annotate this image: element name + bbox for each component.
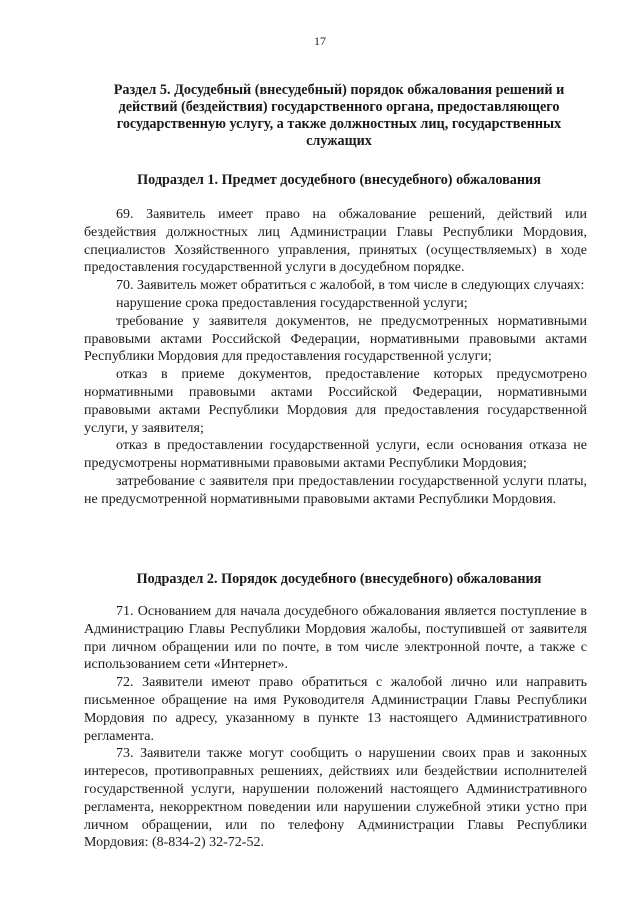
case-item-fee: затребование с заявителя при предоставлении государственной услуги платы, не предусмотренной нормативными правовыми актами Республики Мордовия. — [84, 473, 587, 507]
case-item-extra-documents: требование у заявителя документов, не предусмотренных нормативными правовыми актами Российской Федерации, нормативными правовыми актами Республики Мордовия для предоставления государственной услуги; — [84, 313, 587, 365]
paragraph-69: 69. Заявитель имеет право на обжалование решений, действий или бездействия должностных лиц Администрации Главы Республики Мордовия, специалистов Хозяйственного управления, принятых (осуществляемых) в ходе предоставления государственной услуги в досудебном порядке. — [84, 207, 587, 276]
subsection-2-title: Подраздел 2. Порядок досудебного (внесудебного) обжалования — [136, 571, 542, 587]
case-item-refusal-service: отказ в предоставлении государственной услуги, если основания отказа не предусмотрены нормативными правовыми актами Республики Мордовия; — [84, 438, 587, 472]
paragraph-72: 72. Заявители имеют право обратиться с жалобой лично или направить письменное обращение на имя Руководителя Администрации Главы Республики Мордовия по адресу, указанному в пункте 13 настоящего Административного регламента. — [84, 675, 587, 744]
paragraph-73: 73. Заявители также могут сообщить о нарушении своих прав и законных интересов, противоправных решениях, действиях или бездействии исполнителей государственной услуги, нарушении положений настоящего Административного регламента, некорректном поведении или нарушении служебной этики устно при личном обращении, или по телефону Администрации Главы Республики Мордовия: (8-834-2) 32-72-52. — [84, 746, 587, 851]
paragraph-71: 71. Основанием для начала досудебного обжалования является поступление в Администрацию Главы Республики Мордовия жалобы, поступившей от заявителя при личном обращении или по почте, в том числе электронной почте, а также с использованием сети «Интернет». — [84, 604, 587, 673]
section-title: Раздел 5. Досудебный (внесудебный) порядок обжалования решений и действий (бездействия) государственного органа, предоставляющего государственную услугу, а также должностных лиц, государственных служащих — [113, 82, 565, 149]
page-number: 17 — [314, 34, 326, 48]
subsection-1-body — [84, 206, 587, 509]
case-item-refusal-intake: отказ в приеме документов, предоставление которых предусмотрено нормативными правовыми актами Российской Федерации, нормативными правовыми актами Республики Мордовия для предоставления государственной услуги, у заявителя; — [84, 367, 587, 436]
subsection-1-title: Подраздел 1. Предмет досудебного (внесудебного) обжалования — [137, 172, 541, 188]
paragraph-70: 70. Заявитель может обратиться с жалобой, в том числе в следующих случаях: — [116, 278, 585, 294]
case-item-deadline: нарушение срока предоставления государственной услуги; — [116, 295, 468, 311]
subsection-2-body — [84, 603, 587, 852]
